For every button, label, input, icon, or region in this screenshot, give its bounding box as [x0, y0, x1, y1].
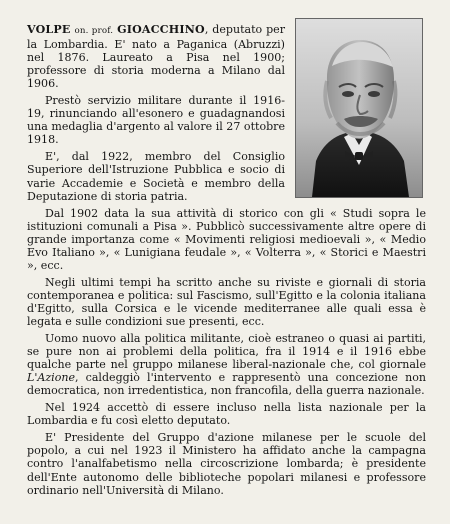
portrait-photo [295, 18, 423, 198]
political-activity-text-end: , caldeggiò l'intervento e rappresentò una concezione non democratica, non irredentistica, non francofila, della guerra nazionale. [27, 371, 426, 398]
paragraph-historian-work: Dal 1902 data la sua attività di storico con gli « Studi sopra le istituzioni comunali a Pisa ». Pubblicò successivamente altre opere di grande importanza come « Movimenti religiosi medioevali », « Medio Evo Italiano », « Lunigiana feudale », « Volterra », « Storici e Maestri », ecc. [27, 206, 426, 272]
person-given-name: GIOACCHINO [117, 23, 205, 36]
paragraph-military-service: Prestò servizio militare durante il 1916-19, rinunciando all'esonero e guadagnandosi una medaglia d'argento al valore il 27 ottobre 1918. [27, 94, 285, 147]
paragraph-recent-writing: Negli ultimi tempi ha scritto anche su riviste e giornali di storia contemporanea e politica: sul Fascismo, sull'Egitto e la colonia italiana d'Egitto, sulla Corsica e le vicende mediterranee alle quali essa è legata e sulle condizioni sue presenti, ecc. [27, 275, 426, 328]
paragraph-political-activity [27, 332, 426, 397]
person-title: on. prof. [74, 26, 114, 36]
paragraph-elected-deputy: Nel 1924 accettò di essere incluso nella lista nazionale per la Lombardia e fu così eletto deputato. [27, 401, 426, 428]
paragraph-council-membership: E', dal 1922, membro del Consiglio Superiore dell'Istruzione Pubblica e socio di varie Accademie e Società e membro della Deputazione di storia patria. [27, 150, 285, 203]
paragraph-intro [27, 23, 285, 90]
paragraph-intro-text: , deputato per la Lombardia. E' nato a Paganica (Abruzzi) nel 1876. Laureato a Pisa nel 1900; professore di storia moderna a Milano dal 1906. [27, 23, 286, 91]
paragraph-presidency: E' Presidente del Gruppo d'azione milanese per le scuole del popolo, a cui nel 1923 il Ministero ha affidato anche la campagna contro l'analfabetismo nella circoscrizione lombarda; è presidente dell'Ente autonomo delle biblioteche popolari milanesi e professore ordinario nell'Università di Milano. [27, 431, 426, 497]
journal-name: L'Azione [27, 371, 76, 385]
portrait-icon [296, 19, 422, 197]
bottom-margin [27, 501, 426, 509]
political-activity-text-start: Uomo nuovo alla politica militante, cioè estraneo o quasi ai partiti, se pure non ai problemi della politica, fra il 1914 e il 1916 ebbe qualche parte nel gruppo milanese liberal-nazionale che, col giornale [27, 332, 426, 372]
person-surname: VOLPE [27, 23, 71, 36]
